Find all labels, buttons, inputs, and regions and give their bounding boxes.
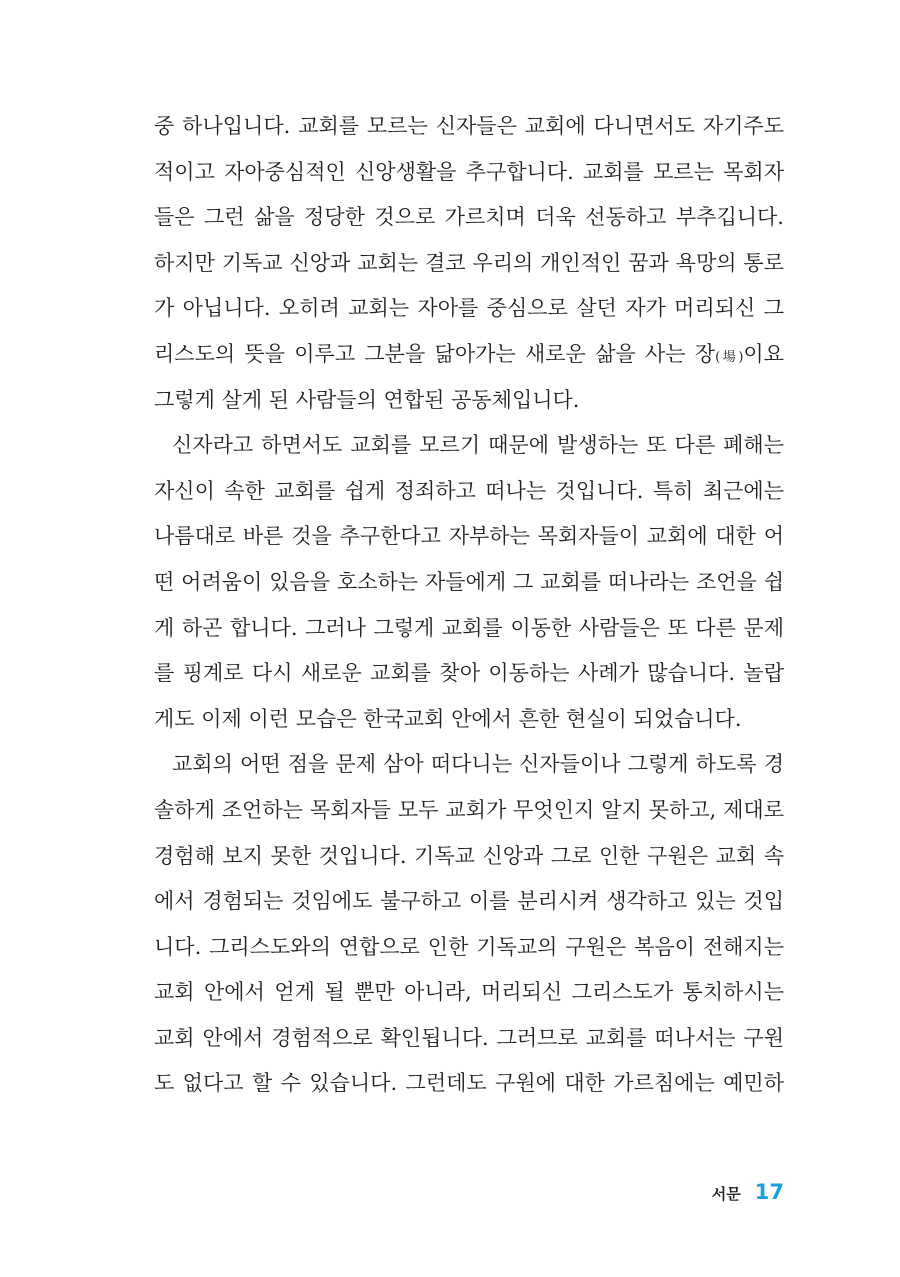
paragraph-first-line: 신자라고 하면서도 교회를 모르기 때문에 발생하는 또 다른 폐해는 (172, 433, 784, 458)
body-line: 에서 경험되는 것임에도 불구하고 이를 분리시켜 생각하고 있는 것입 (154, 889, 784, 914)
body-line: 나름대로 바른 것을 추구한다고 자부하는 목회자들이 교회에 대한 어 (154, 524, 784, 549)
body-line-part: 이요 (743, 341, 784, 366)
body-line-part: 리스도의 뜻을 이루고 그분을 닮아가는 새로운 삶을 사는 장 (154, 341, 716, 366)
paragraph-last-line: 게도 이제 이런 모습은 한국교회 안에서 흔한 현실이 되었습니다. (154, 706, 742, 731)
page-body-text (154, 104, 784, 1107)
body-line: 하지만 기독교 신앙과 교회는 결코 우리의 개인적인 꿈과 욕망의 통로 (154, 250, 784, 275)
paragraph-first-line: 교회의 어떤 점을 문제 삼아 떠다니는 신자들이나 그렇게 하도록 경 (172, 752, 784, 777)
body-line: 경험해 보지 못한 것입니다. 기독교 신앙과 그로 인한 구원은 교회 속 (154, 843, 784, 868)
body-line: 를 핑계로 다시 새로운 교회를 찾아 이동하는 사례가 많습니다. 놀랍 (154, 661, 784, 686)
body-line: 들은 그런 삶을 정당한 것으로 가르치며 더욱 선동하고 부추깁니다. (154, 205, 784, 230)
body-line: 솔하게 조언하는 목회자들 모두 교회가 무엇인지 알지 못하고, 제대로 (154, 797, 784, 822)
body-line: 자신이 속한 교회를 쉽게 정죄하고 떠나는 것입니다. 특히 최근에는 (154, 478, 784, 503)
body-line: 떤 어려움이 있음을 호소하는 자들에게 그 교회를 떠나라는 조언을 쉽 (154, 569, 784, 594)
body-line: 적이고 자아중심적인 신앙생활을 추구합니다. 교회를 모르는 목회자 (154, 159, 784, 184)
page-footer (712, 1180, 784, 1204)
body-line: 교회 안에서 경험적으로 확인됩니다. 그러므로 교회를 떠나서는 구원 (154, 1025, 784, 1050)
body-line: 교회 안에서 얻게 될 뿐만 아니라, 머리되신 그리스도가 통치하시는 (154, 980, 784, 1005)
body-line-with-hanja (154, 332, 784, 378)
page-number: 17 (754, 1180, 784, 1204)
paragraph-last-line: 그렇게 살게 된 사람들의 연합된 공동체입니다. (154, 387, 580, 412)
body-line: 가 아닙니다. 오히려 교회는 자아를 중심으로 살던 자가 머리되신 그 (154, 296, 784, 321)
section-title: 서문 (711, 1185, 741, 1203)
body-line: 중 하나입니다. 교회를 모르는 신자들은 교회에 다니면서도 자기주도 (154, 114, 784, 138)
body-line: 니다. 그리스도와의 연합으로 인한 기독교의 구원은 복음이 전해지는 (154, 934, 784, 959)
body-line: 게 하곤 합니다. 그러나 그렇게 교회를 이동한 사람들은 또 다른 문제 (154, 615, 784, 640)
hanja-annotation: (場) (715, 349, 744, 365)
body-line: 도 없다고 할 수 있습니다. 그런데도 구원에 대한 가르침에는 예민하 (154, 1071, 784, 1096)
